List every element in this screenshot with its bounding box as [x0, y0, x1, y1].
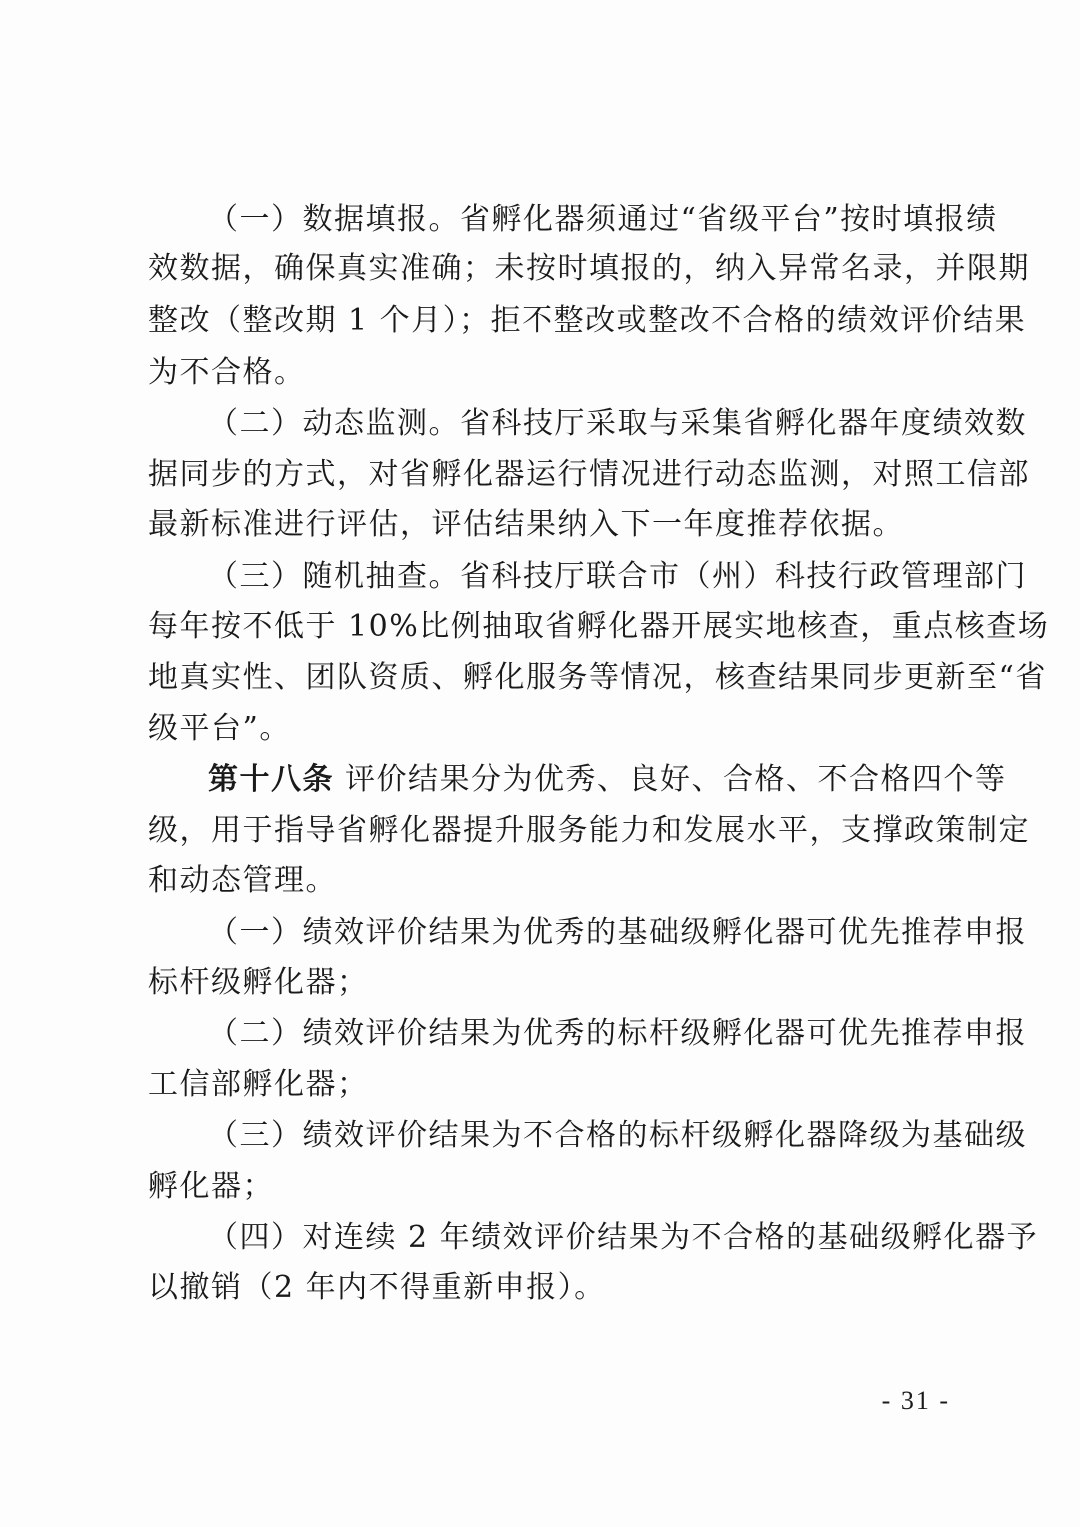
paragraph-line: 每年按不低于 10%比例抽取省孵化器开展实地核查，重点核查场 [148, 609, 1050, 644]
article-line [208, 762, 1007, 797]
paragraph-line: （二）绩效评价结果为优秀的标杆级孵化器可优先推荐申报 [208, 1016, 1027, 1051]
paragraph-line: 为不合格。 [148, 355, 306, 390]
paragraph-line: （二）动态监测。省科技厅采取与采集省孵化器年度绩效数 [208, 406, 1027, 441]
paragraph-line: 和动态管理。 [148, 863, 337, 898]
paragraph-line: （三）随机抽查。省科技厅联合市（州）科技行政管理部门 [208, 559, 1027, 594]
paragraph-line: 标杆级孵化器； [148, 965, 369, 1000]
paragraph-line: 级平台”。 [148, 711, 291, 746]
paragraph-line: 据同步的方式，对省孵化器运行情况进行动态监测，对照工信部 [148, 457, 1030, 492]
paragraph-line: 整改（整改期 1 个月）；拒不整改或整改不合格的绩效评价结果 [148, 303, 1027, 338]
paragraph-line: 地真实性、团队资质、孵化服务等情况，核查结果同步更新至“省 [148, 660, 1047, 695]
article-heading: 第十八条 [208, 762, 334, 797]
paragraph-line: （一）绩效评价结果为优秀的基础级孵化器可优先推荐申报 [208, 915, 1027, 950]
paragraph-line: 级，用于指导省孵化器提升服务能力和发展水平，支撑政策制定 [148, 813, 1030, 848]
article-text: 评价结果分为优秀、良好、合格、不合格四个等 [345, 762, 1007, 797]
paragraph-line: 最新标准进行评估，评估结果纳入下一年度推荐依据。 [148, 507, 904, 542]
page-number: - 31 - [881, 1386, 950, 1415]
paragraph-line: 孵化器； [148, 1169, 274, 1204]
paragraph-line: 工信部孵化器； [148, 1067, 369, 1102]
paragraph-line: 以撤销（2 年内不得重新申报）。 [148, 1270, 606, 1305]
paragraph-line: （四）对连续 2 年绩效评价结果为不合格的基础级孵化器予 [208, 1220, 1039, 1255]
paragraph-line: （三）绩效评价结果为不合格的标杆级孵化器降级为基础级 [208, 1118, 1027, 1153]
paragraph-line: （一）数据填报。省孵化器须通过“省级平台”按时填报绩 [208, 202, 998, 237]
paragraph-line: 效数据，确保真实准确；未按时填报的，纳入异常名录，并限期 [148, 251, 1030, 286]
